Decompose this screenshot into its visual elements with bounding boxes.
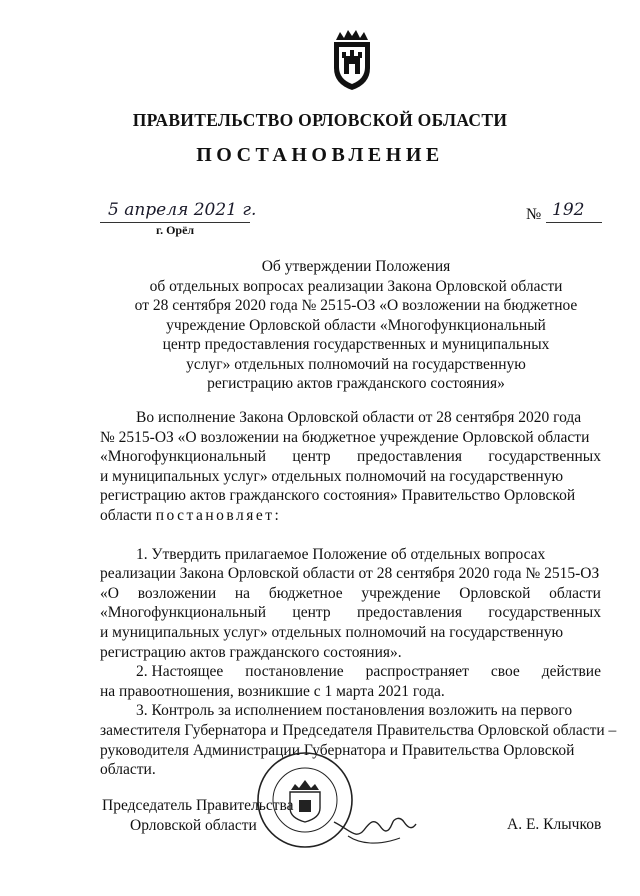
- preamble-line: Во исполнение Закона Орловской области от 28 сентября 2020 года: [136, 409, 582, 426]
- subject-line: регистрацию актов гражданского состояния»: [207, 375, 505, 392]
- item-1-line: [100, 603, 601, 623]
- word: Орловской: [459, 584, 531, 602]
- word: предоставления: [357, 448, 462, 466]
- word: учреждение: [361, 584, 441, 602]
- subject-line: об отдельных вопросах реализации Закона Орловской области: [149, 277, 563, 295]
- word: предоставления: [357, 604, 462, 622]
- coat-of-arms-icon: [330, 26, 374, 92]
- word: действие: [541, 663, 601, 681]
- preamble-line: и муниципальных услуг» отдельных полномочий на государственную: [100, 467, 564, 485]
- word: распространяет: [365, 663, 469, 681]
- position-line: Орловской области: [130, 816, 257, 834]
- item-2-line: [100, 662, 601, 682]
- word: возложении: [137, 584, 217, 602]
- word: центр: [292, 604, 331, 622]
- handwritten-number: 192: [552, 200, 585, 220]
- preamble-line: № 2515-ОЗ «О возложении на бюджетное учреждение Орловской области: [100, 428, 590, 446]
- preamble-line: [100, 447, 601, 467]
- word: «Многофункциональный: [100, 448, 266, 466]
- subject-line: учреждение Орловской области «Многофункциональный: [166, 316, 546, 334]
- word: государственных: [488, 604, 601, 622]
- item-1-line: 1. Утвердить прилагаемое Положение об отдельных вопросах: [136, 545, 546, 563]
- city: г. Орёл: [156, 223, 195, 237]
- item-1-line: регистрацию актов гражданского состояния».: [100, 643, 402, 661]
- resolution-keyword: постановляет:: [155, 506, 282, 524]
- word: 2. Настоящее: [136, 663, 224, 681]
- handwritten-date: 5 апреля 2021 г.: [108, 200, 257, 220]
- number-underline: [546, 222, 602, 223]
- word: бюджетное: [268, 584, 343, 602]
- item-3-line: области.: [100, 761, 156, 779]
- word: на: [234, 584, 251, 602]
- subject-line: центр предоставления государственных и муниципальных: [162, 336, 550, 353]
- item-1-line: [100, 584, 601, 604]
- preamble-line: [100, 506, 601, 526]
- document-type: ПОСТАНОВЛЕНИЕ: [196, 144, 444, 166]
- preamble-line: регистрацию актов гражданского состояния» Правительство Орловской: [100, 487, 576, 505]
- item-2-line: на правоотношения, возникшие с 1 марта 2021 года.: [100, 682, 445, 700]
- document-body: [100, 408, 617, 780]
- subject-line: услуг» отдельных полномочий на государственную: [186, 355, 526, 373]
- word: «Многофункциональный: [100, 604, 266, 622]
- subject-line: от 28 сентября 2020 года № 2515-ОЗ «О возложении на бюджетное: [134, 297, 578, 314]
- word: государственных: [488, 448, 601, 466]
- position-line: Председатель Правительства: [102, 797, 294, 814]
- word: постановление: [245, 663, 344, 681]
- government-name: ПРАВИТЕЛЬСТВО ОРЛОВСКОЙ ОБЛАСТИ: [132, 110, 508, 130]
- word: свое: [490, 663, 520, 681]
- word: центр: [292, 448, 331, 466]
- subject-line: Об утверждении Положения: [261, 258, 451, 275]
- handwritten-signature: [330, 800, 420, 850]
- item-3-line: заместителя Губернатора и Председателя Правительства Орловской области –: [100, 721, 617, 739]
- item-3-line: 3. Контроль за исполнением постановления возложить на первого: [136, 702, 573, 720]
- word: области: [100, 506, 152, 524]
- item-1-line: и муниципальных услуг» отдельных полномочий на государственную: [100, 623, 564, 641]
- signatory-name: А. Е. Клычков: [507, 816, 602, 833]
- number-label: №: [526, 206, 542, 223]
- word: области: [549, 584, 601, 602]
- word: «О: [100, 584, 119, 602]
- item-1-line: реализации Закона Орловской области от 28 сентября 2020 года № 2515-ОЗ: [100, 565, 600, 583]
- document-subject: [96, 257, 616, 394]
- item-3-line: руководителя Администрации Губернатора и Правительства Орловской: [100, 741, 575, 759]
